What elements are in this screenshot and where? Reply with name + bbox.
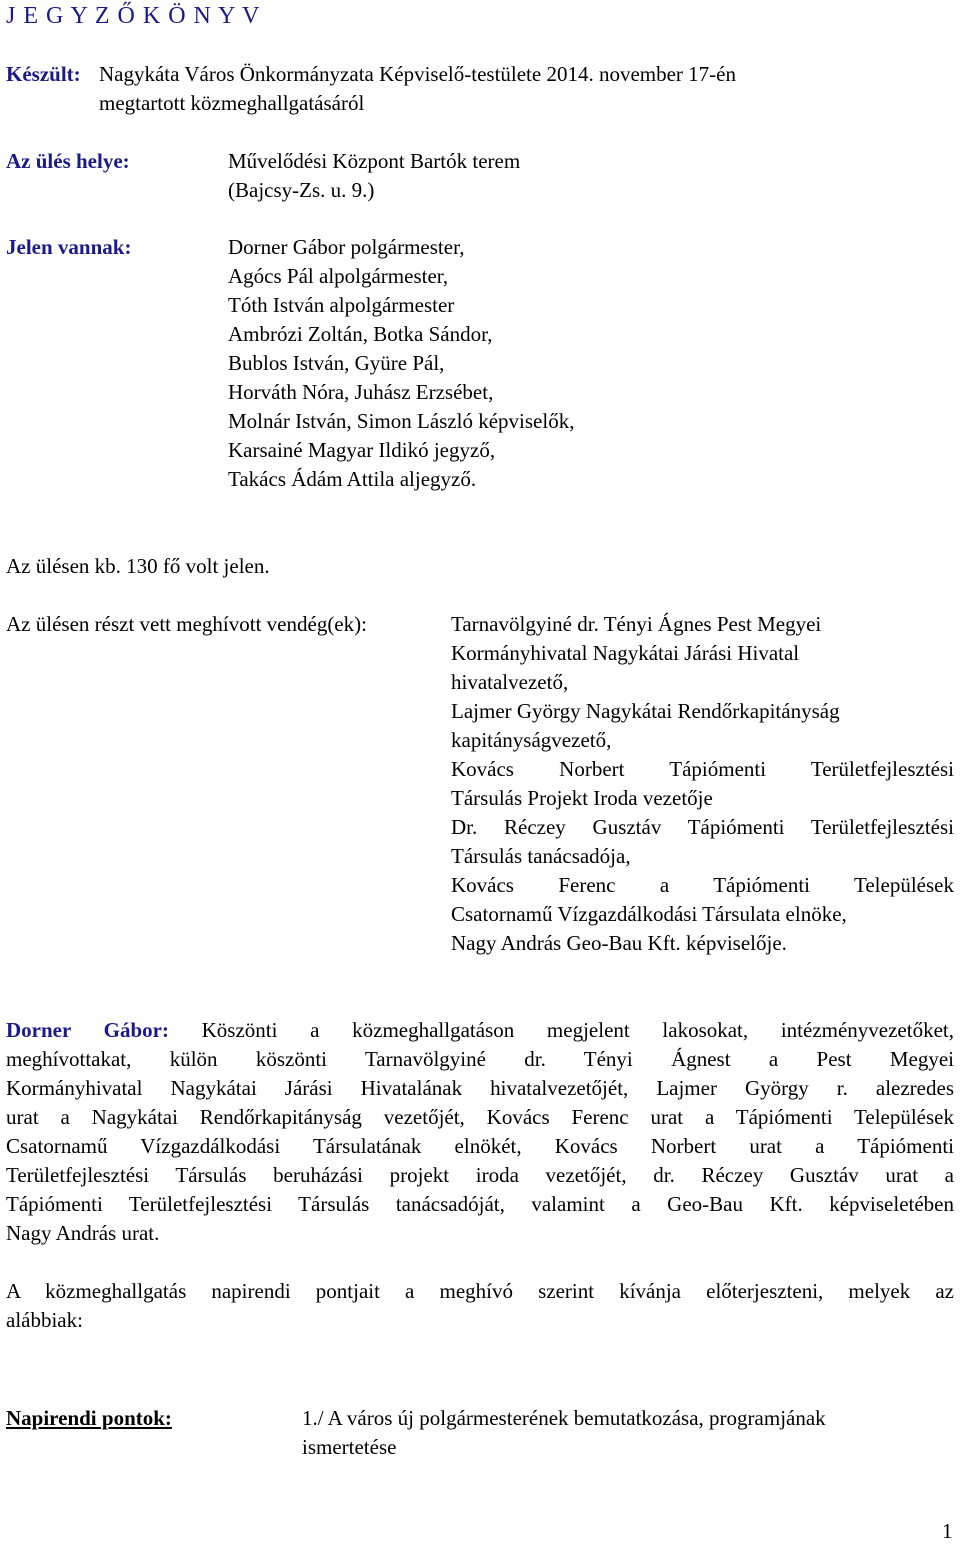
guest-line: kapitányságvezető,	[451, 728, 612, 752]
speech-line: Területfejlesztési Társulás beruházási projekt iroda vezetőjét, dr. Réczey Gusztáv urat a	[6, 1163, 954, 1187]
speech-paragraph	[6, 1016, 954, 1248]
guest-line: Társulás Projekt Iroda vezetője	[451, 786, 713, 810]
speech-line: urat a Nagykátai Rendőrkapitányság vezetőjét, Kovács Ferenc urat a Tápiómenti Települések	[6, 1105, 954, 1129]
guest-line: Lajmer György Nagykátai Rendőrkapitányság	[451, 699, 840, 723]
speech-line: meghívottakat, külön köszönti Tarnavölgyiné dr. Tényi Ágnest a Pest Megyei	[6, 1047, 954, 1071]
venue-text	[228, 147, 520, 205]
guest-line: Kormányhivatal Nagykátai Járási Hivatal	[451, 641, 800, 665]
venue-label: Az ülés helye:	[6, 149, 130, 173]
speech-line: Nagy András urat.	[6, 1221, 160, 1245]
guest-line: Kovács Ferenc a Tápiómenti Települések	[451, 873, 954, 897]
speaker-name: Dorner Gábor:	[6, 1018, 169, 1042]
agenda-item-line: 1./ A város új polgármesterének bemutatkozása, programjának	[302, 1406, 826, 1430]
guest-line: hivatalvezető,	[451, 670, 569, 694]
prepared-text	[99, 60, 736, 118]
speech-line: Csatornamű Vízgazdálkodási Társulatának elnökét, Kovács Norbert urat a Tápiómenti	[6, 1134, 954, 1158]
present-item: Dorner Gábor polgármester,	[228, 235, 465, 259]
present-item: Molnár István, Simon László képviselők,	[228, 409, 575, 433]
speech-line: Kormányhivatal Nagykátai Járási Hivatalának hivatalvezetőjét, Lajmer György r. alezredes	[6, 1076, 954, 1100]
guests-label: Az ülésen részt vett meghívott vendég(ek):	[6, 612, 367, 636]
guest-line: Társulás tanácsadója,	[451, 844, 631, 868]
guest-line: Dr. Réczey Gusztáv Tápiómenti Területfejlesztési	[451, 815, 954, 839]
present-item: Agócs Pál alpolgármester,	[228, 264, 449, 288]
agenda-intro	[6, 1277, 954, 1335]
agenda-label: Napirendi pontok:	[6, 1406, 172, 1430]
venue-line: Művelődési Központ Bartók terem	[228, 149, 521, 173]
present-list	[228, 233, 574, 494]
agenda-intro-line: A közmeghallgatás napirendi pontjait a meghívó szerint kívánja előterjeszteni, melyek az	[6, 1279, 954, 1303]
speech-line: Tápiómenti Területfejlesztési Társulás tanácsadóját, valamint a Geo-Bau Kft. képviseletében	[6, 1192, 954, 1216]
prepared-line: megtartott közmeghallgatásáról	[99, 91, 365, 115]
present-item: Karsainé Magyar Ildikó jegyző,	[228, 438, 496, 462]
present-item: Bublos István, Gyüre Pál,	[228, 351, 445, 375]
speech-first-text: Köszönti a közmeghallgatáson megjelent lakosokat, intézményvezetőket,	[201, 1018, 954, 1042]
guest-line: Nagy András Geo-Bau Kft. képviselője.	[451, 931, 787, 955]
guest-line: Tarnavölgyiné dr. Tényi Ágnes Pest Megyei	[451, 612, 822, 636]
venue-line: (Bajcsy-Zs. u. 9.)	[228, 178, 375, 202]
speech-line	[6, 1016, 954, 1045]
guest-line: Kovács Norbert Tápiómenti Területfejlesztési	[451, 757, 954, 781]
guests-list	[451, 610, 954, 958]
present-item: Tóth István alpolgármester	[228, 293, 455, 317]
attendance-text: Az ülésen kb. 130 fő volt jelen.	[6, 554, 270, 578]
prepared-line: Nagykáta Város Önkormányzata Képviselő-testülete 2014. november 17-én	[99, 62, 736, 86]
page-number: 1	[942, 1519, 953, 1543]
present-item: Takács Ádám Attila aljegyző.	[228, 467, 477, 491]
agenda-item-1	[302, 1404, 826, 1462]
agenda-intro-line: alábbiak:	[6, 1308, 83, 1332]
document-title: J E G Y Z Ő K Ö N Y V	[6, 3, 261, 29]
present-item: Horváth Nóra, Juhász Erzsébet,	[228, 380, 494, 404]
prepared-label: Készült:	[6, 62, 81, 86]
present-label: Jelen vannak:	[6, 235, 132, 259]
agenda-item-line: ismertetése	[302, 1435, 397, 1459]
guest-line: Csatornamű Vízgazdálkodási Társulata elnöke,	[451, 902, 847, 926]
present-item: Ambrózi Zoltán, Botka Sándor,	[228, 322, 493, 346]
